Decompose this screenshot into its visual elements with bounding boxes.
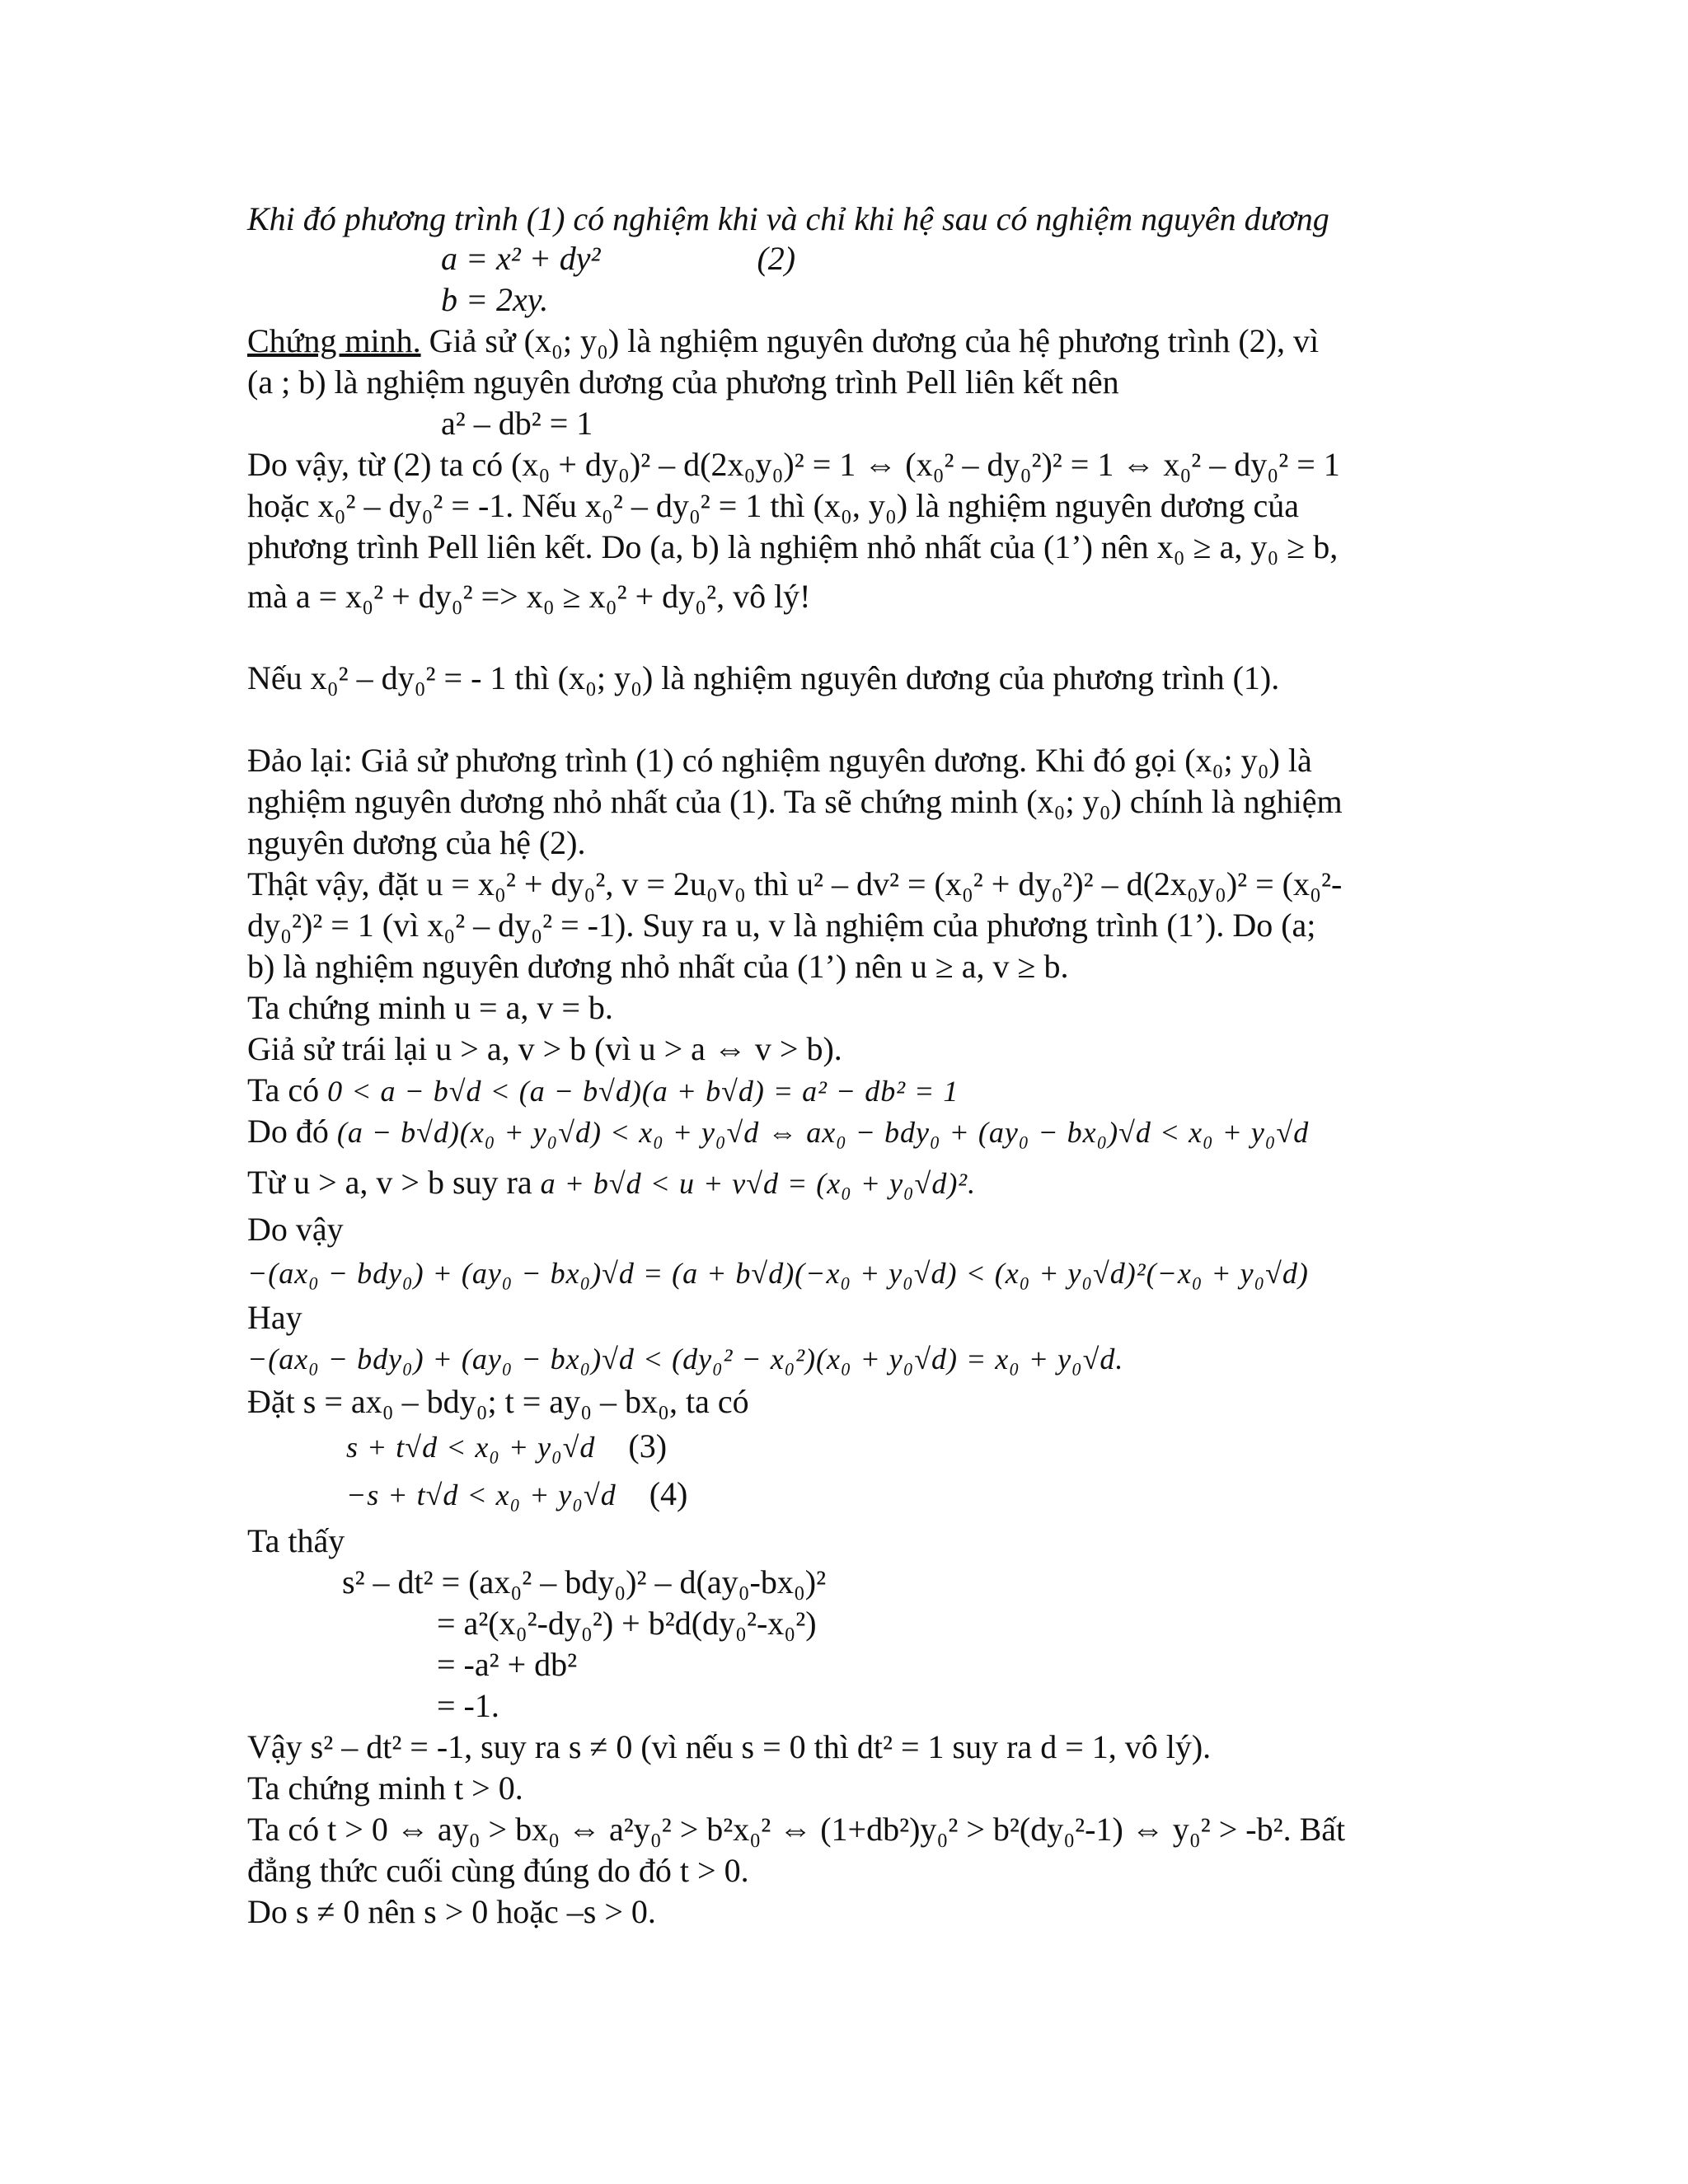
text-line: Giả sử trái lại u > a, v > b (vì u > a ⇔ v > b). <box>247 1030 842 1067</box>
text-line: b) là nghiệm nguyên dương nhỏ nhất của (1’) nên u ≥ a, v ≥ b. <box>247 948 1069 985</box>
text-line: Thật vậy, đặt u = x₀² + dy₀², v = 2u₀v₀ thì u² – dv² = (x₀² + dy₀²)² – d(2x₀y₀)² = (x₀²- <box>247 865 1343 902</box>
text-line: Đảo lại: Giả sử phương trình (1) có nghiệm nguyên dương. Khi đó gọi (x₀; y₀) là <box>247 742 1312 779</box>
text-line: Do s ≠ 0 nên s > 0 hoặc –s > 0. <box>247 1893 656 1930</box>
math-line <box>247 1111 1309 1152</box>
math-formula: (a − b√d)(x₀ + y₀√d) < x₀ + y₀√d ⇔ ax₀ − bdy₀ + (ay₀ − bx₀)√d < x₀ + y₀√d <box>336 1116 1310 1149</box>
text-line: Ta có t > 0 ⇔ ay₀ > bx₀ ⇔ a²y₀² > b²x₀² ⇔ (1+db²)y₀² > b²(dy₀²-1) ⇔ y₀² > -b². Bất <box>247 1811 1346 1848</box>
proof-text: Giả sử (x₀; y₀) là nghiệm nguyên dương của hệ phương trình (2), vì <box>420 322 1320 359</box>
text-line: Ta chứng minh t > 0. <box>247 1769 523 1807</box>
math-line <box>247 1162 976 1203</box>
text-line: Đặt s = ax₀ – bdy₀; t = ay₀ – bx₀, ta có <box>247 1383 749 1420</box>
proof-label: Chứng minh. <box>247 322 421 359</box>
derivation-line: = -a² + db² <box>437 1646 578 1683</box>
system-equation-number: (2) <box>757 240 796 277</box>
equation-number: (3) <box>628 1427 668 1465</box>
inequality-3 <box>346 1426 667 1467</box>
system-equation-b: b = 2xy. <box>441 281 549 318</box>
math-line-text: Ta có <box>247 1071 328 1108</box>
text-line: đẳng thức cuối cùng đúng do đó t > 0. <box>247 1852 749 1889</box>
math-formula: 0 < a − b√d < (a − b√d)(a + b√d) = a² − db² = 1 <box>327 1075 959 1108</box>
math-formula: a + b√d < u + v√d = (x₀ + y₀√d)². <box>540 1167 977 1200</box>
math-line-text: Do đó <box>247 1113 337 1150</box>
proof-line <box>247 321 1319 362</box>
text-line: (a ; b) là nghiệm nguyên dương của phương trình Pell liên kết nên <box>247 363 1119 401</box>
text-line: Do vậy, từ (2) ta có (x₀ + dy₀)² – d(2x₀y₀)² = 1 ⇔ (x₀² – dy₀²)² = 1 ⇔ x₀² – dy₀² = 1 <box>247 446 1340 483</box>
math-formula: −(ax₀ − bdy₀) + (ay₀ − bx₀)√d < (dy₀² − x₀²)(x₀ + y₀√d) = x₀ + y₀√d. <box>247 1343 1124 1376</box>
equation-number: (4) <box>649 1475 688 1512</box>
text-line: Nếu x₀² – dy₀² = - 1 thì (x₀; y₀) là nghiệm nguyên dương của phương trình (1). <box>247 659 1280 696</box>
text-line: hoặc x₀² – dy₀² = -1. Nếu x₀² – dy₀² = 1 thì (x₀, y₀) là nghiệm nguyên dương của <box>247 487 1300 524</box>
math-formula: s + t√d < x₀ + y₀√d <box>346 1431 596 1464</box>
intro-line: Khi đó phương trình (1) có nghiệm khi và chỉ khi hệ sau có nghiệm nguyên dương <box>247 200 1329 237</box>
text-line: nguyên dương của hệ (2). <box>247 824 586 861</box>
text-line: dy₀²)² = 1 (vì x₀² – dy₀² = -1). Suy ra u, v là nghiệm của phương trình (1’). Do (a; <box>247 907 1316 944</box>
pell-equation: a² – db² = 1 <box>441 405 593 442</box>
text-line: phương trình Pell liên kết. Do (a, b) là nghiệm nhỏ nhất của (1’) nên x₀ ≥ a, y₀ ≥ b, <box>247 528 1339 565</box>
text-line: nghiệm nguyên dương nhỏ nhất của (1). Ta sẽ chứng minh (x₀; y₀) chính là nghiệm <box>247 783 1343 820</box>
text-line: Ta chứng minh u = a, v = b. <box>247 989 613 1026</box>
text-line: Hay <box>247 1299 302 1336</box>
system-equation-a <box>441 238 795 279</box>
math-formula: −(ax₀ − bdy₀) + (ay₀ − bx₀)√d = (a + b√d)(−x₀ + y₀√d) < (x₀ + y₀√d)²(−x₀ + y₀√d) <box>247 1257 1309 1290</box>
text-line: Vậy s² – dt² = -1, suy ra s ≠ 0 (vì nếu s = 0 thì dt² = 1 suy ra d = 1, vô lý). <box>247 1728 1212 1765</box>
text-line: mà a = x₀² + dy₀² => x₀ ≥ x₀² + dy₀², vô lý! <box>247 578 811 615</box>
derivation-line: = a²(x₀²-dy₀²) + b²d(dy₀²-x₀²) <box>437 1605 817 1642</box>
inequality-4 <box>346 1474 687 1515</box>
system-equation-a-text: a = x² + dy² <box>441 240 601 277</box>
math-line <box>247 1070 959 1111</box>
derivation-line: s² – dt² = (ax₀² – bdy₀)² – d(ay₀-bx₀)² <box>342 1563 827 1601</box>
text-line: Do vậy <box>247 1211 344 1248</box>
text-line: Ta thấy <box>247 1522 345 1559</box>
derivation-line: = -1. <box>437 1687 499 1724</box>
math-line-text: Từ u > a, v > b suy ra <box>247 1164 541 1201</box>
math-formula: −s + t√d < x₀ + y₀√d <box>346 1479 617 1511</box>
